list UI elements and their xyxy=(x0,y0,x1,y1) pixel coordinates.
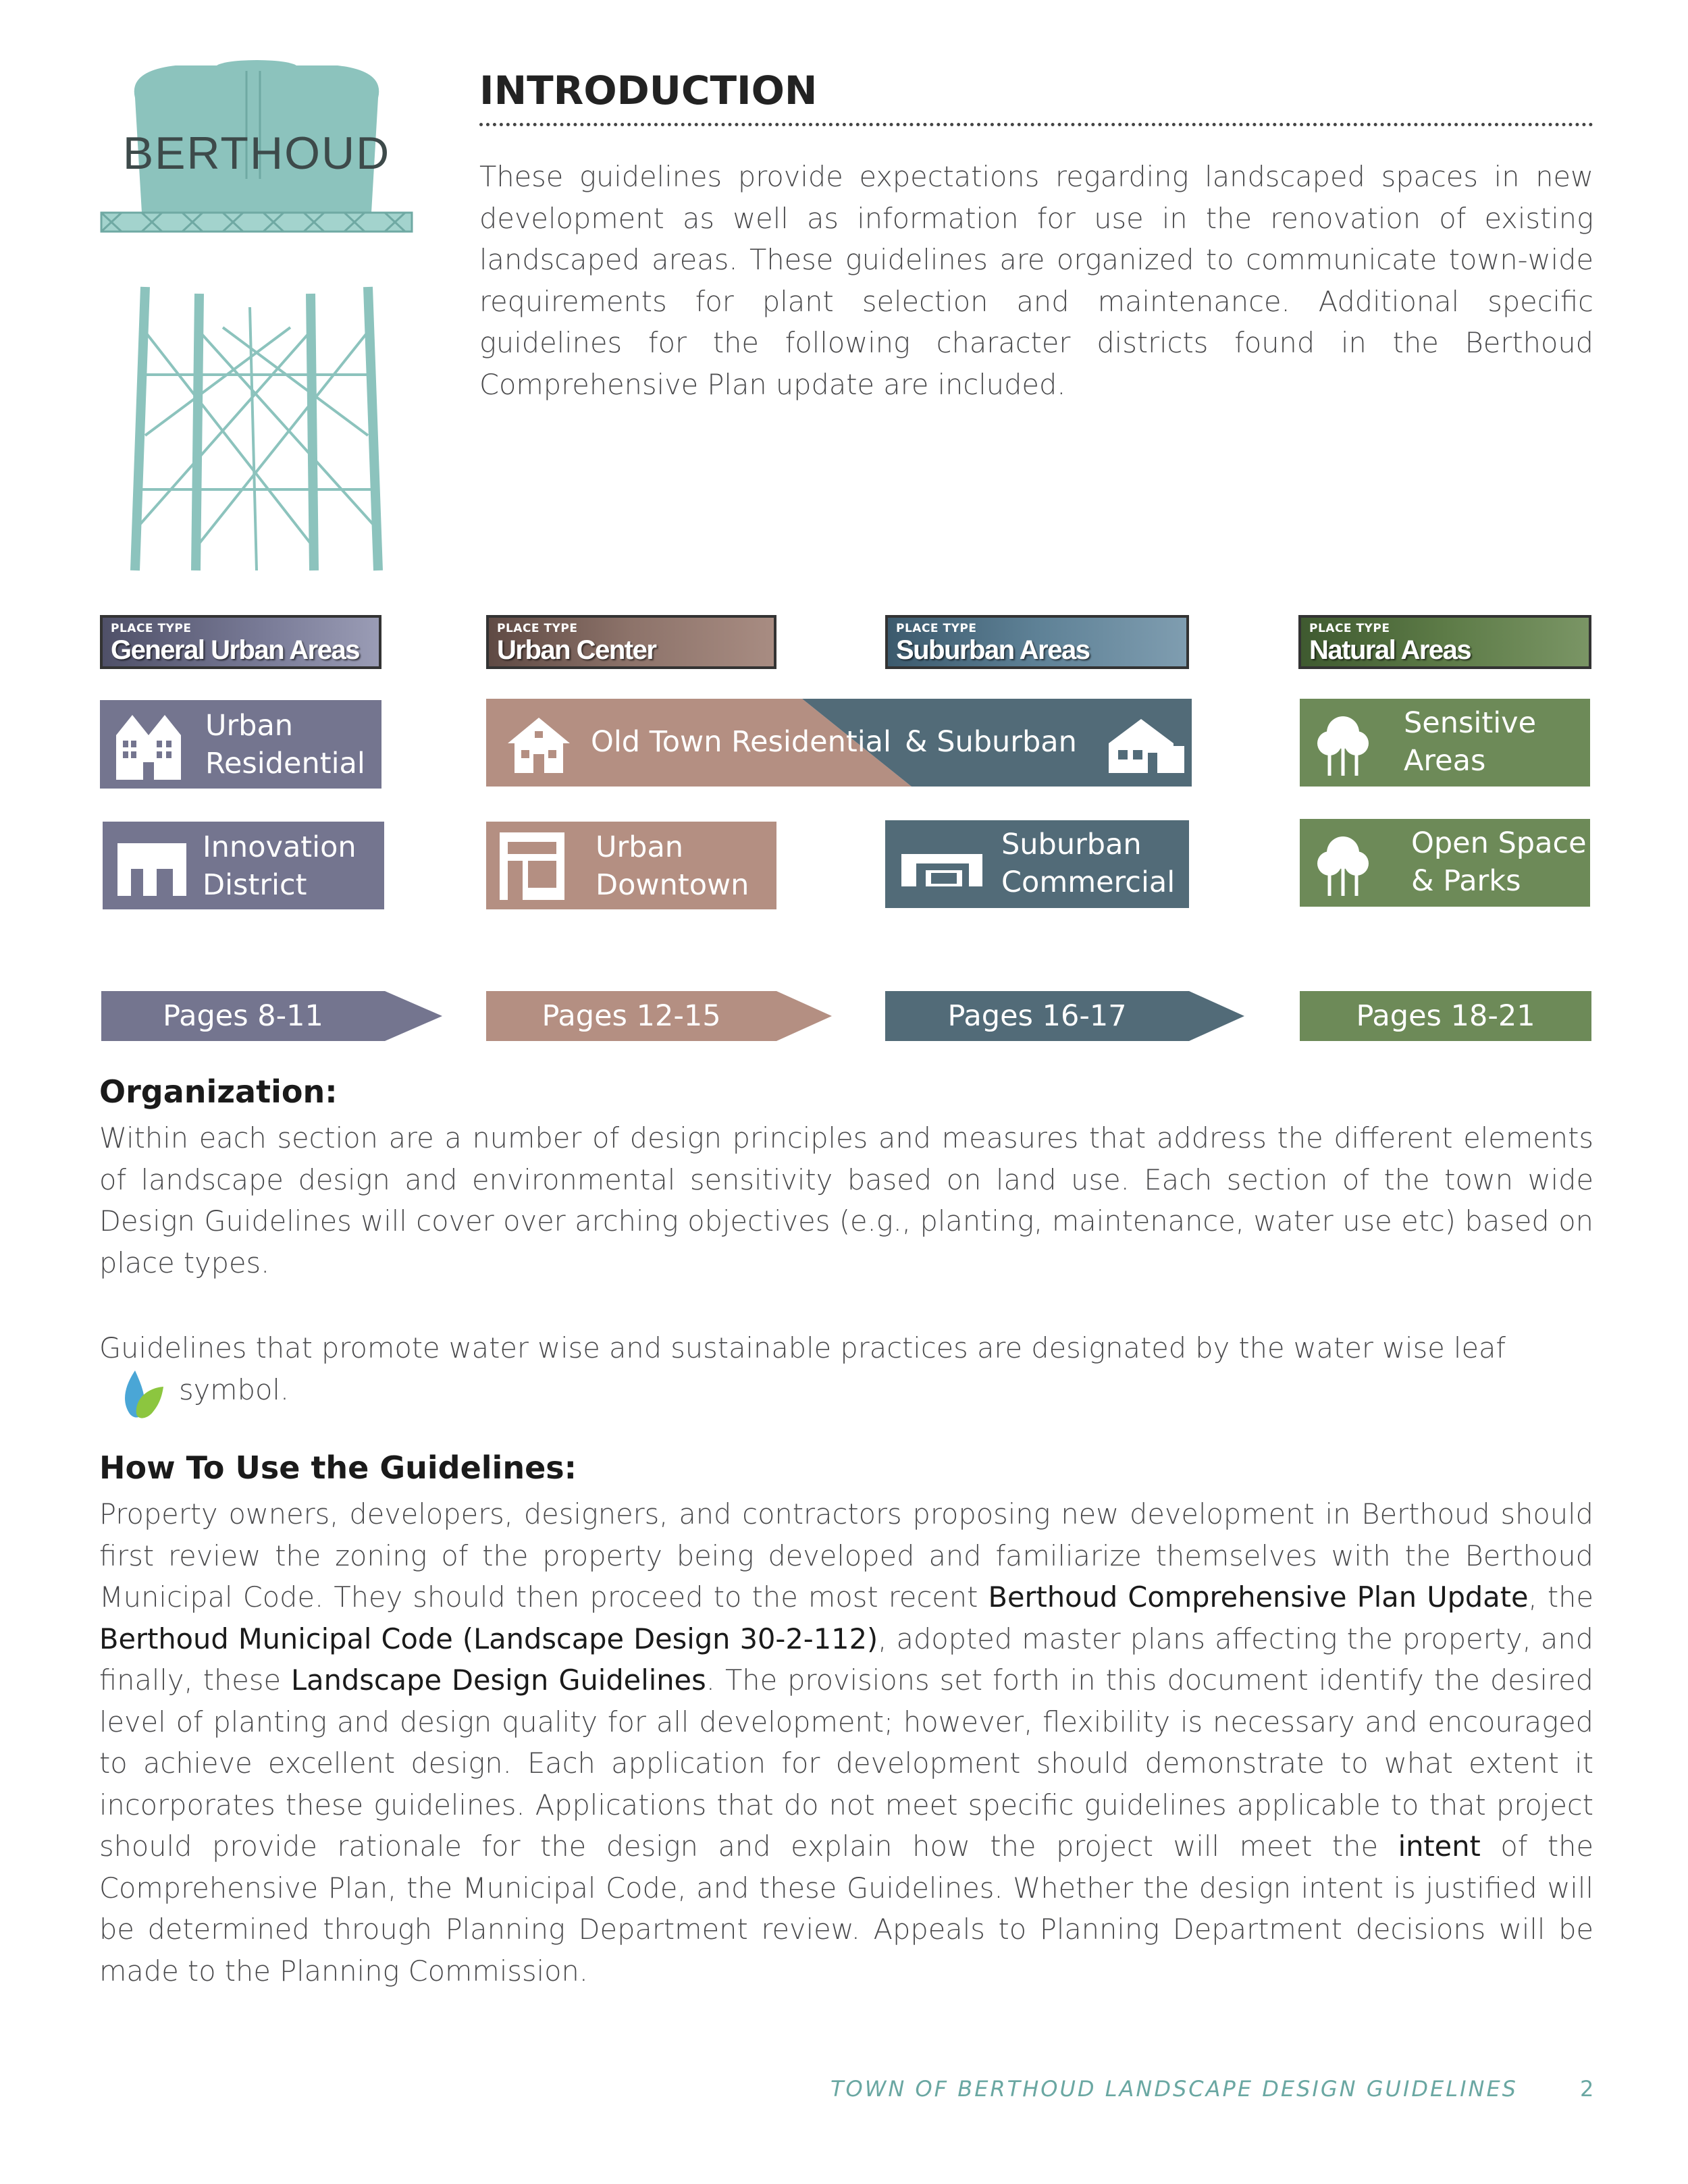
place-type-name: General Urban Areas xyxy=(111,635,359,665)
suburban-house-icon xyxy=(1107,716,1186,773)
place-type-general-urban xyxy=(100,615,381,669)
category-label-line2: Downtown xyxy=(596,868,749,902)
place-type-suburban xyxy=(885,615,1189,669)
category-innovation-district xyxy=(103,822,384,909)
intent-emphasis: intent xyxy=(1398,1830,1481,1863)
water-tower-illustration xyxy=(88,57,425,577)
organization-paragraph: Within each section are a number of design principles and measures that address the different elements of landscape design and environmental sensitivity based on land use. Each section of the town wide Design Guidelines will cover over arching objectives (e.g., planting, maintenance, water use etc) based on place types. xyxy=(99,1121,1593,1279)
place-type-natural xyxy=(1298,615,1591,669)
category-suburban-commercial xyxy=(885,820,1189,908)
water-wise-text: Guidelines that promote water wise and sustainable practices are designated by the water wise leaf xyxy=(99,1331,1506,1364)
how-to-use-text: of the Comprehensive Plan, the Municipal Code, and these Guidelines. Whether the design intent is justified will be determined through Planning Department review. Appeals to Planning Department decisions will be made to the Planning Commission. xyxy=(99,1830,1593,1988)
comprehensive-plan-reference: Berthoud Comprehensive Plan Update xyxy=(988,1580,1529,1614)
organization-heading: Organization: xyxy=(99,1073,338,1110)
place-type-tag: PLACE TYPE xyxy=(111,622,192,635)
pages-label: Pages 12-15 xyxy=(542,999,721,1033)
category-label-line2: Commercial xyxy=(1001,865,1176,899)
water-wise-leaf-icon xyxy=(120,1369,165,1420)
strip-mall-icon xyxy=(901,854,982,886)
category-label-line2: & Parks xyxy=(1411,864,1521,898)
pages-arrow-natural[interactable] xyxy=(1300,991,1591,1041)
intro-paragraph: These guidelines provide expectations regarding landscaped spaces in new development as well as information for use in the renovation of existing landscaped areas. These guidelines are organized to communicate town-wide requirements for plant selection and maintenance. Additional specific guidelines for the following character districts found in the Berthoud Comprehensive Plan update are included. xyxy=(479,160,1593,401)
category-urban-residential xyxy=(100,700,381,789)
intro-title: INTRODUCTION xyxy=(479,68,818,113)
how-to-use-heading: How To Use the Guidelines: xyxy=(99,1449,577,1486)
how-to-use-text: , adopted master plans affecting the property, and finally, these xyxy=(99,1622,1593,1697)
water-wise-text-end: symbol. xyxy=(179,1373,290,1406)
footer-title: TOWN OF BERTHOUD LANDSCAPE DESIGN GUIDELINES xyxy=(830,2076,1518,2102)
category-label-right: & Suburban xyxy=(905,725,1077,759)
category-old-town-residential-suburban xyxy=(486,699,1192,787)
pages-arrow-suburban[interactable] xyxy=(885,991,1244,1041)
category-label-line2: Areas xyxy=(1404,744,1486,778)
tower-label: BERTHOUD xyxy=(122,128,391,179)
category-open-space-parks xyxy=(1300,819,1590,907)
category-sensitive-areas xyxy=(1300,699,1590,787)
pages-label: Pages 18-21 xyxy=(1356,999,1535,1033)
how-to-use-paragraph xyxy=(99,1493,1593,1992)
category-label-line1: Sensitive xyxy=(1404,706,1537,740)
pages-arrow-general-urban[interactable] xyxy=(101,991,442,1041)
place-type-name: Suburban Areas xyxy=(896,635,1090,665)
how-to-use-text: Property owners, developers, designers, and contractors proposing new development in Berthoud should first review the zoning of the property being developed and familiarize themselves with the Berthoud Municipal Code. They should then proceed to the most recent xyxy=(99,1497,1593,1614)
place-type-tag: PLACE TYPE xyxy=(1309,622,1390,635)
place-type-name: Urban Center xyxy=(497,635,656,665)
municipal-code-reference: Berthoud Municipal Code (Landscape Design 30-2-112) xyxy=(99,1622,878,1655)
pages-arrow-urban-center[interactable] xyxy=(486,991,832,1041)
water-wise-paragraph xyxy=(99,1327,1593,1410)
category-label-line1: Urban xyxy=(596,830,684,864)
page-number: 2 xyxy=(1580,2076,1594,2102)
category-urban-downtown xyxy=(486,822,776,909)
place-type-tag: PLACE TYPE xyxy=(896,622,977,635)
tree-icon xyxy=(1315,834,1371,896)
title-divider xyxy=(479,123,1593,126)
pages-label: Pages 16-17 xyxy=(947,999,1127,1033)
house-icon xyxy=(506,716,571,773)
how-to-use-text: . The provisions set forth in this document identify the desired level of planting and design quality for all development; however, flexibility is necessary and encouraged to achieve excellent design. Each application for development should demonstrate to what extent it incorporates these guidelines. Applications that do not meet specific guidelines applicable to that project should provide rationale for the design and explain how the project will meet the xyxy=(99,1663,1594,1863)
category-label-line1: Innovation xyxy=(203,830,357,864)
warehouse-icon xyxy=(116,842,188,896)
tree-icon xyxy=(1315,714,1371,776)
townhouse-icon xyxy=(115,708,182,780)
category-label-line2: Residential xyxy=(205,747,365,780)
category-label-line1: Urban xyxy=(205,709,294,743)
how-to-use-text: , the xyxy=(1528,1580,1593,1614)
design-guidelines-reference: Landscape Design Guidelines xyxy=(291,1663,706,1697)
pages-label: Pages 8-11 xyxy=(163,999,323,1033)
storefront-icon xyxy=(498,831,566,901)
category-label-line1: Suburban xyxy=(1001,828,1142,861)
place-type-tag: PLACE TYPE xyxy=(497,622,578,635)
category-label-line2: District xyxy=(203,868,307,902)
place-type-urban-center xyxy=(486,615,776,669)
place-type-name: Natural Areas xyxy=(1309,635,1471,665)
category-label-left: Old Town Residential xyxy=(591,725,891,759)
category-label-line1: Open Space xyxy=(1411,826,1587,860)
